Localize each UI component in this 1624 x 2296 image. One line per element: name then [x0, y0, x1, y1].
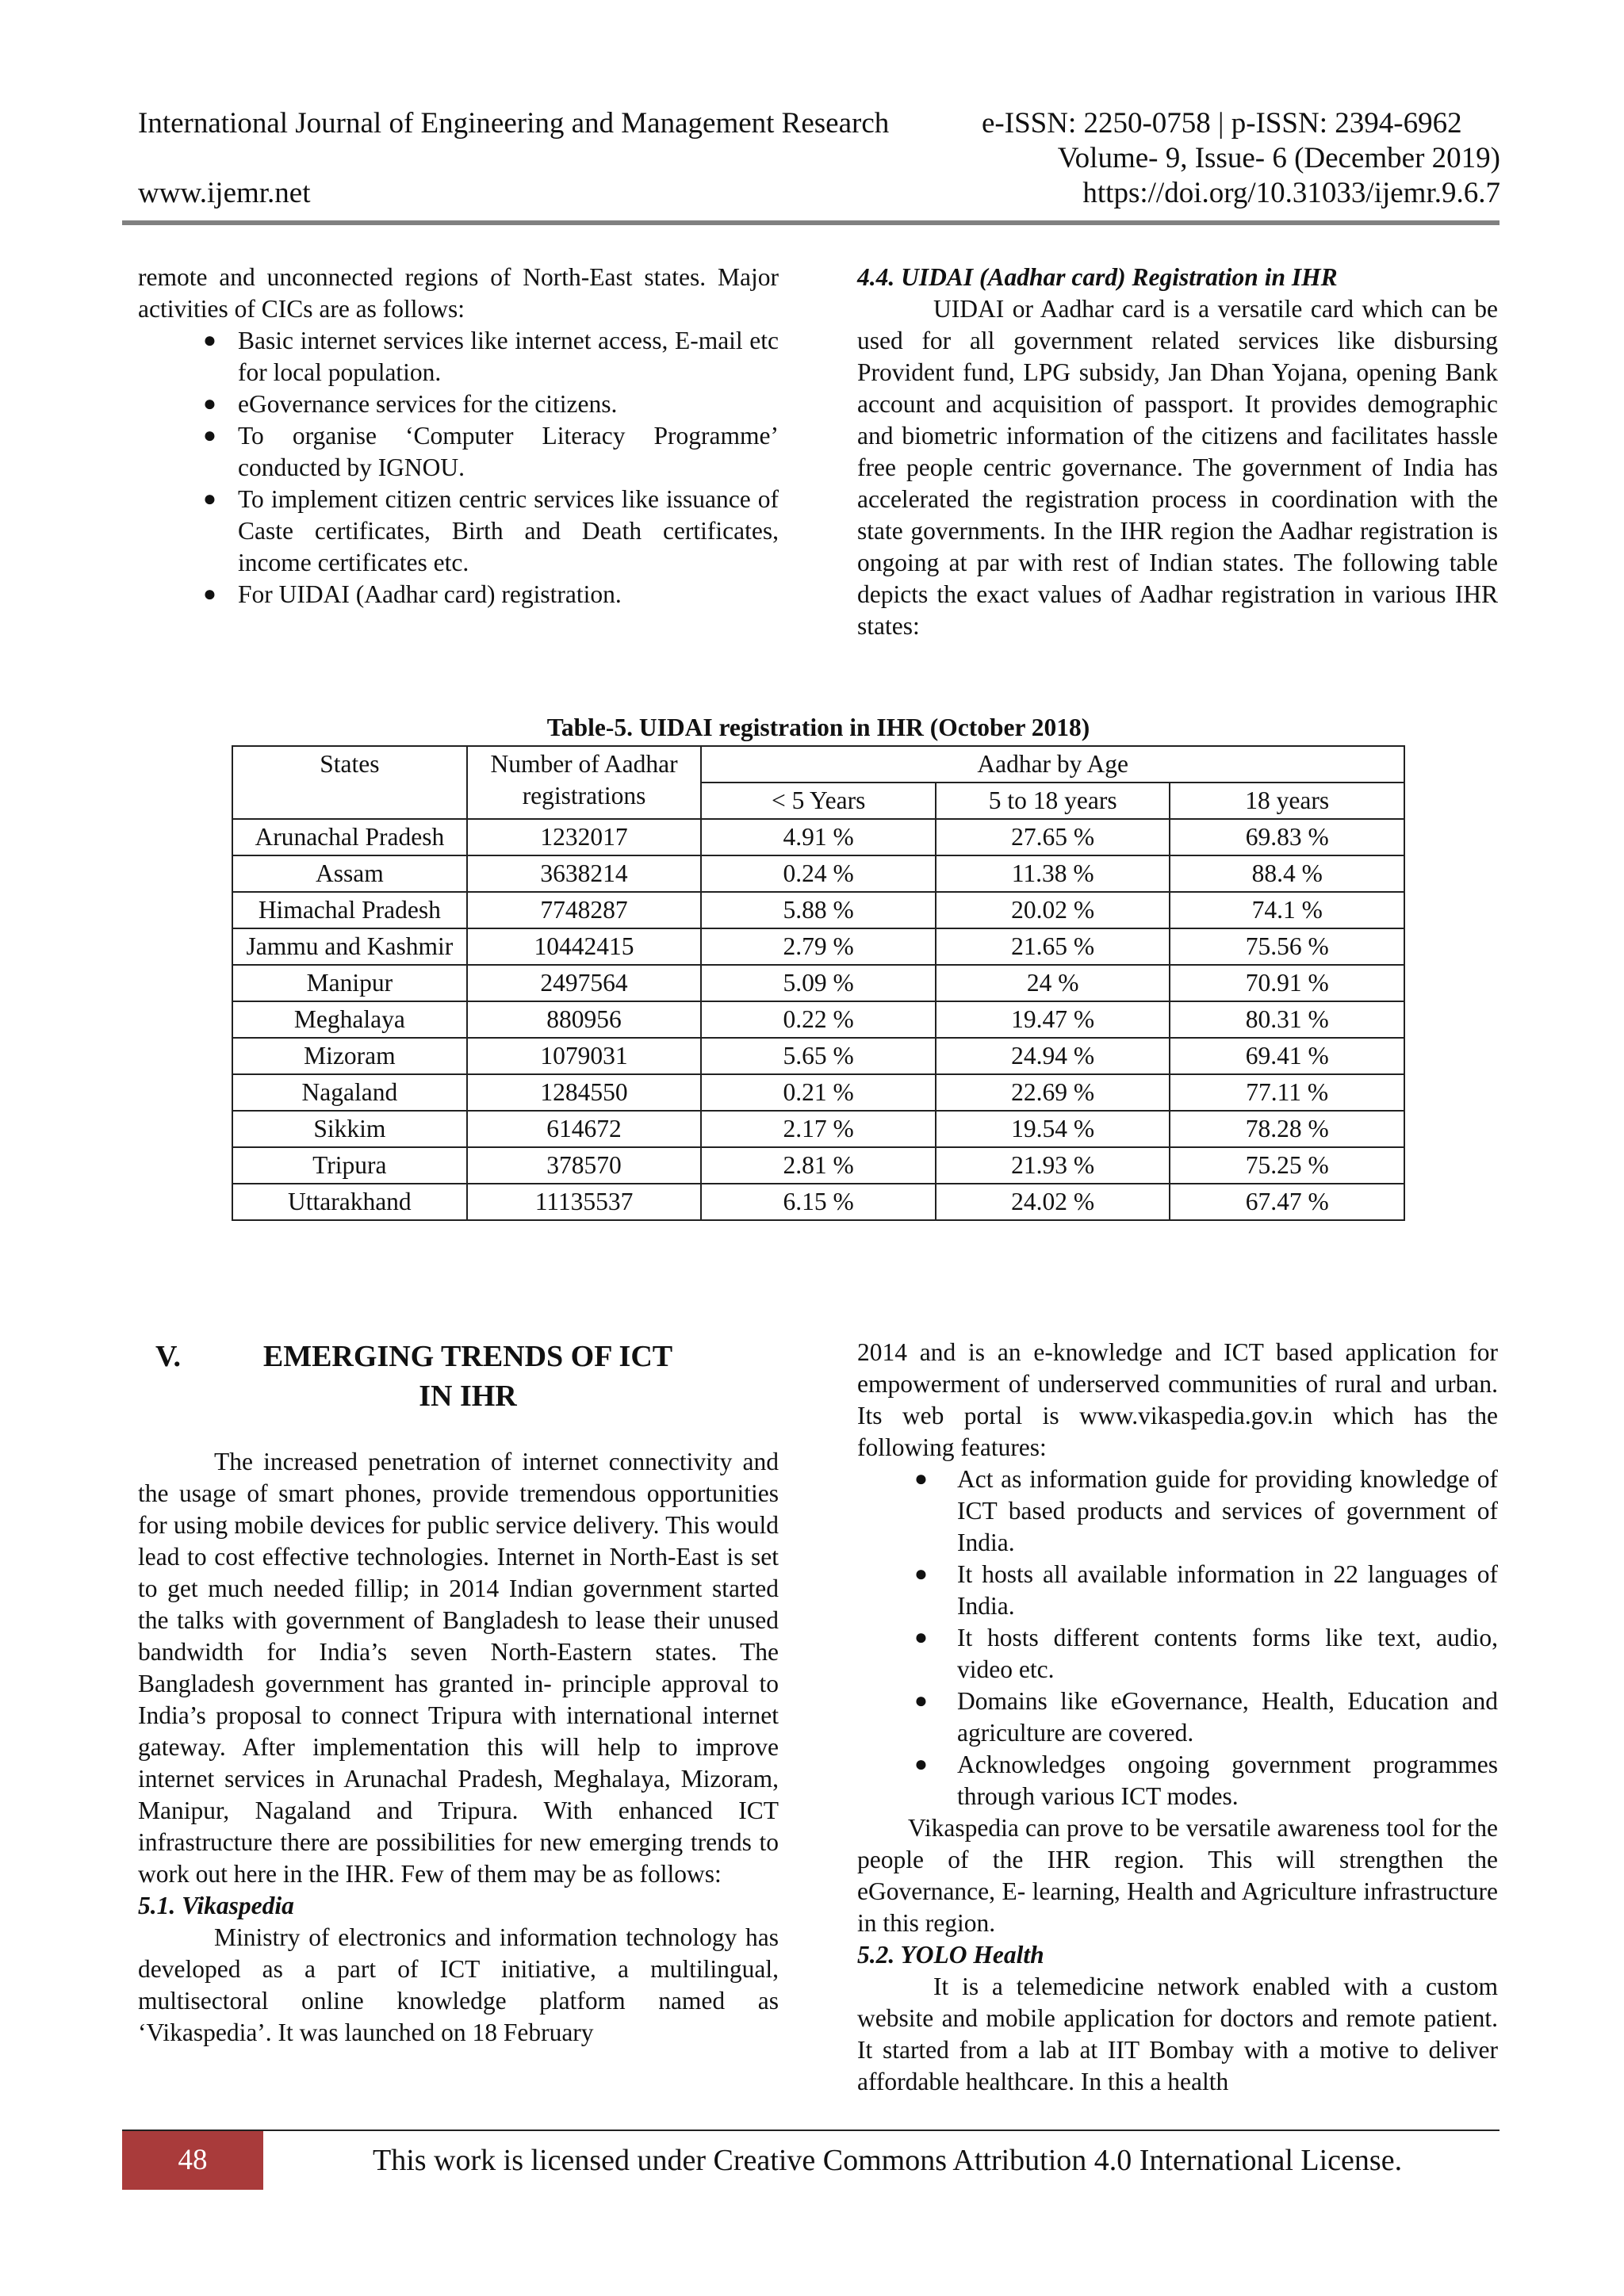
cell-number: 614672 [467, 1111, 702, 1147]
cell-5to18: 27.65 % [936, 819, 1170, 855]
cell-under5: 5.65 % [701, 1038, 936, 1074]
cell-state: Manipur [232, 965, 467, 1001]
table-row [232, 1147, 1404, 1184]
cell-18: 70.91 % [1170, 965, 1404, 1001]
cell-number: 7748287 [467, 892, 702, 928]
list-item: ● Act as information guide for providing knowledge of ICT based products and services of government of India. [914, 1465, 1498, 1556]
cell-number: 1284550 [467, 1074, 702, 1111]
table-row [232, 1001, 1404, 1038]
vikaspedia-continuation: 2014 and is an e-knowledge and ICT based application for empowerment of underserved communities of rural and urban. Its web portal is www.vikaspedia.gov.in which has the following features: [857, 1338, 1498, 1461]
cell-18: 75.56 % [1170, 928, 1404, 965]
cell-state: Sikkim [232, 1111, 467, 1147]
issn: e-ISSN: 2250-0758 | p-ISSN: 2394-6962 [982, 107, 1462, 140]
cell-5to18: 24.94 % [936, 1038, 1170, 1074]
cell-18: 78.28 % [1170, 1111, 1404, 1147]
cell-number: 10442415 [467, 928, 702, 965]
list-item: ● To organise ‘Computer Literacy Programme’ conducted by IGNOU. [203, 422, 779, 481]
table-row [232, 1074, 1404, 1111]
cell-state: Mizoram [232, 1038, 467, 1074]
cell-under5: 0.22 % [701, 1001, 936, 1038]
cell-under5: 5.09 % [701, 965, 936, 1001]
journal-title: International Journal of Engineering and Management Research [138, 107, 890, 140]
cic-activities-list [138, 325, 779, 610]
list-item: ● To implement citizen centric services like issuance of Caste certificates, Birth and Death certificates, income certificates etc. [203, 485, 779, 576]
col-5to18-header: 5 to 18 years [936, 783, 1170, 819]
cell-under5: 4.91 % [701, 819, 936, 855]
list-item: ● Acknowledges ongoing government programmes through various ICT modes. [914, 1751, 1498, 1810]
uidai-registration-table [232, 745, 1405, 1221]
yolo-heading: 5.2. YOLO Health [857, 1941, 1044, 1969]
cell-state: Tripura [232, 1147, 467, 1184]
right-column-top [857, 262, 1498, 642]
table-row [232, 1038, 1404, 1074]
cell-18: 77.11 % [1170, 1074, 1404, 1111]
page-number: 48 [122, 2131, 263, 2190]
cell-18: 88.4 % [1170, 855, 1404, 892]
cell-5to18: 22.69 % [936, 1074, 1170, 1111]
right-column-bottom [857, 1337, 1498, 2098]
cell-state: Himachal Pradesh [232, 892, 467, 928]
table-row [232, 1184, 1404, 1220]
license-text: This work is licensed under Creative Commons Attribution 4.0 International License. [373, 2144, 1403, 2177]
cell-number: 1232017 [467, 819, 702, 855]
yolo-paragraph: It is a telemedicine network enabled with a custom website and mobile application for doctors and remote patient. It started from a lab at IIT Bombay with a motive to deliver affordable healthcare. In this a health [857, 1973, 1498, 2095]
table-row [232, 965, 1404, 1001]
table-row [232, 855, 1404, 892]
list-item: ● Domains like eGovernance, Health, Education and agriculture are covered. [914, 1687, 1498, 1747]
section-title [155, 1337, 790, 1416]
cell-under5: 0.24 % [701, 855, 936, 892]
cell-5to18: 21.93 % [936, 1147, 1170, 1184]
volume-issue: Volume- 9, Issue- 6 (December 2019) [1057, 142, 1500, 174]
list-item: ● eGovernance services for the citizens. [203, 390, 618, 418]
vikaspedia-heading: 5.1. Vikaspedia [138, 1892, 294, 1919]
cell-18: 69.41 % [1170, 1038, 1404, 1074]
cell-5to18: 24 % [936, 965, 1170, 1001]
cell-number: 378570 [467, 1147, 702, 1184]
cell-number: 1079031 [467, 1038, 702, 1074]
cell-under5: 0.21 % [701, 1074, 936, 1111]
left-column-top [138, 262, 779, 610]
table-row [232, 892, 1404, 928]
col-18-header: 18 years [1170, 783, 1404, 819]
vikaspedia-closing: Vikaspedia can prove to be versatile awareness tool for the people of the IHR region. This will strengthen the eGovernance, E- learning, Health and Agriculture infrastructure in this region. [857, 1814, 1498, 1937]
cell-18: 74.1 % [1170, 892, 1404, 928]
cell-5to18: 19.47 % [936, 1001, 1170, 1038]
cell-under5: 2.79 % [701, 928, 936, 965]
table-caption: Table-5. UIDAI registration in IHR (October 2018) [546, 714, 1090, 741]
left-column-bottom [138, 1446, 779, 2049]
list-item: ● It hosts all available information in 22 languages of India. [914, 1560, 1498, 1620]
cell-state: Uttarakhand [232, 1184, 467, 1220]
cell-state: Meghalaya [232, 1001, 467, 1038]
cell-5to18: 19.54 % [936, 1111, 1170, 1147]
cell-5to18: 24.02 % [936, 1184, 1170, 1220]
uidai-heading: 4.4. UIDAI (Aadhar card) Registration in IHR [857, 263, 1338, 291]
cell-state: Jammu and Kashmir [232, 928, 467, 965]
list-item: ● For UIDAI (Aadhar card) registration. [203, 580, 622, 608]
emerging-trends-paragraph: The increased penetration of internet connectivity and the usage of smart phones, provide tremendous opportunities for using mobile devices for public service delivery. This would lead to cost effective technologies. Internet in North-East is set to get much needed fillip; in 2014 Indian government started the talks with government of Bangladesh to lease their unused bandwidth for India’s seven North-Eastern states. The Bangladesh government has granted in- principle approval to India’s proposal to connect Tripura with international internet gateway. After implementation this will help to improve internet services in Arunachal Pradesh, Meghalaya, Mizoram, Manipur, Nagaland and Tripura. With enhanced ICT infrastructure there are possibilities for new emerging trends to work out here in the IHR. Few of them may be as follows: [138, 1448, 779, 1888]
cell-number: 2497564 [467, 965, 702, 1001]
col-number-header: Number of Aadhar registrations [467, 746, 702, 819]
section-number: V. [155, 1340, 182, 1373]
vikaspedia-paragraph: Ministry of electronics and information technology has developed as a part of ICT initiative, a multilingual, multisectoral online knowledge platform named as ‘Vikaspedia’. It was launched on 18 February [138, 1923, 779, 2046]
cell-number: 880956 [467, 1001, 702, 1038]
cell-under5: 2.81 % [701, 1147, 936, 1184]
cell-18: 69.83 % [1170, 819, 1404, 855]
list-item: ● Basic internet services like internet access, E-mail etc for local population. [203, 327, 779, 386]
cell-state: Arunachal Pradesh [232, 819, 467, 855]
cic-intro: remote and unconnected regions of North-East states. Major activities of CICs are as follows: [138, 263, 779, 323]
cell-state: Nagaland [232, 1074, 467, 1111]
website-link[interactable]: www.ijemr.net [138, 177, 311, 209]
cell-5to18: 11.38 % [936, 855, 1170, 892]
cell-18: 80.31 % [1170, 1001, 1404, 1038]
doi-link[interactable]: https://doi.org/10.31033/ijemr.9.6.7 [1082, 177, 1500, 209]
col-under5-header: < 5 Years [701, 783, 936, 819]
cell-state: Assam [232, 855, 467, 892]
cell-under5: 5.88 % [701, 892, 936, 928]
cell-18: 67.47 % [1170, 1184, 1404, 1220]
table-row [232, 928, 1404, 965]
cell-number: 3638214 [467, 855, 702, 892]
cell-5to18: 20.02 % [936, 892, 1170, 928]
cell-18: 75.25 % [1170, 1147, 1404, 1184]
cell-under5: 2.17 % [701, 1111, 936, 1147]
cell-5to18: 21.65 % [936, 928, 1170, 965]
table-row [232, 819, 1404, 855]
cell-under5: 6.15 % [701, 1184, 936, 1220]
header-divider [122, 220, 1500, 225]
section-heading: EMERGING TRENDS OF ICT IN IHR [262, 1340, 673, 1413]
uidai-paragraph: UIDAI or Aadhar card is a versatile card which can be used for all government related services like disbursing Provident fund, LPG subsidy, Jan Dhan Yojana, opening Bank account and acquisition of passport. It provides demographic and biometric information of the citizens and facilitates hassle free people centric governance. The government of India has accelerated the registration process in coordination with the state governments. In the IHR region the Aadhar registration is ongoing at par with rest of Indian states. The following table depicts the exact values of Aadhar registration in various IHR states: [857, 295, 1498, 640]
list-item: ● It hosts different contents forms like text, audio, video etc. [914, 1624, 1498, 1683]
table-row [232, 1111, 1404, 1147]
vikaspedia-features-list [857, 1464, 1498, 1812]
table-header-row [232, 746, 1404, 783]
col-states-header: States [232, 746, 467, 819]
col-age-group-header: Aadhar by Age [701, 746, 1404, 783]
cell-number: 11135537 [467, 1184, 702, 1220]
footer-divider [122, 2130, 1500, 2131]
